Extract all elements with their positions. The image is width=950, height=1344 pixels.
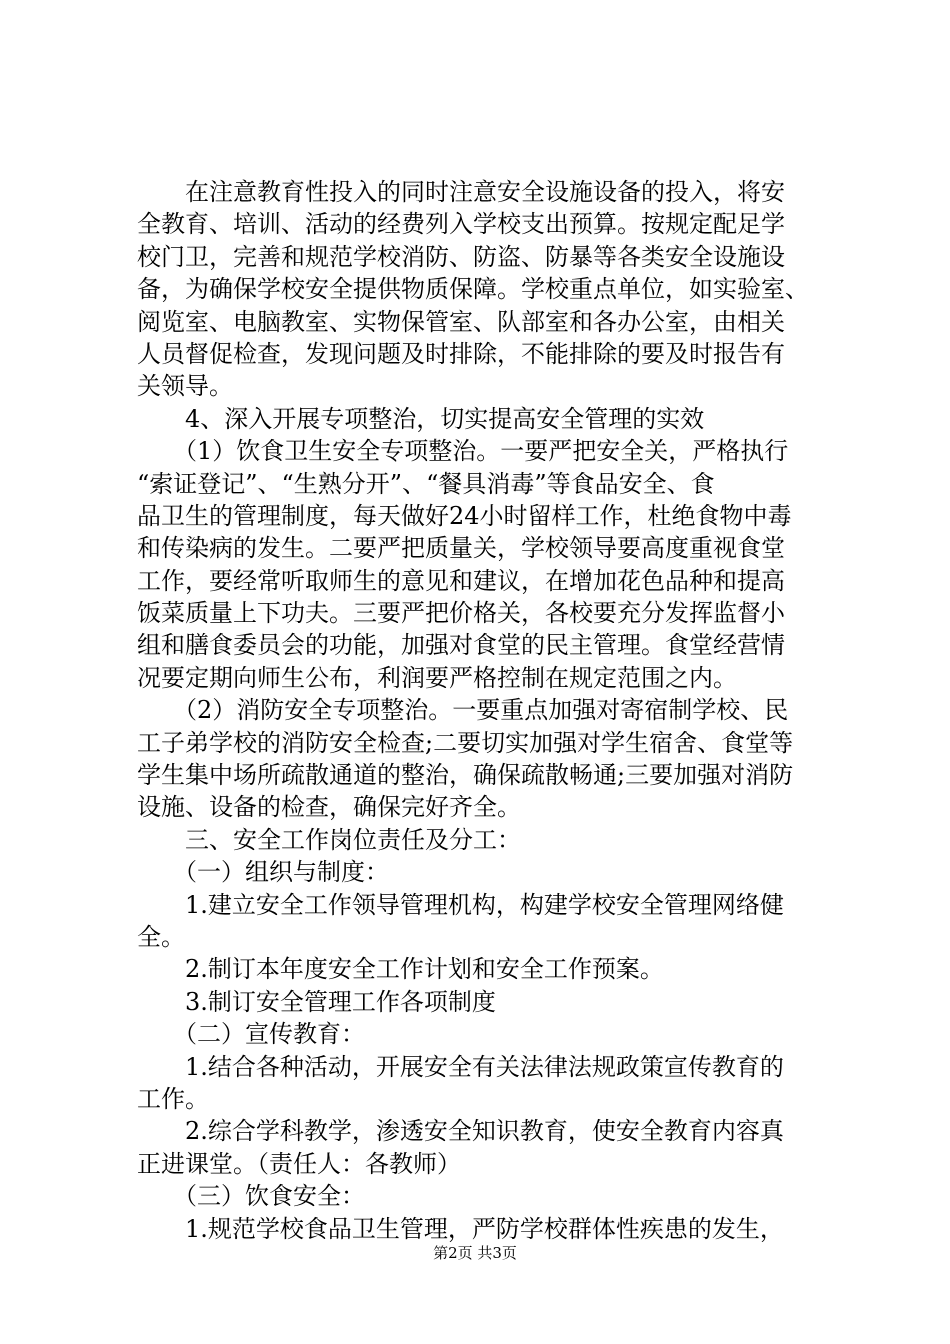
text-line: 阅览室、电脑教室、实物保管室、队部室和各办公室，由相关	[137, 307, 785, 336]
text-line: 和传染病的发生。二要严把质量关，学校领导要高度重视食堂	[137, 534, 785, 563]
text-line: 在注意教育性投入的同时注意安全设施设备的投入，将安	[137, 178, 785, 206]
text-line: 2.综合学科教学，渗透安全知识教育，使安全教育内容真	[137, 1117, 784, 1146]
text-line: 饭菜质量上下功夫。三要严把价格关，各校要充分发挥监督小	[137, 599, 785, 628]
text-line: 全。	[137, 922, 185, 951]
text-line: 1.规范学校食品卫生管理，严防学校群体性疾患的发生，	[137, 1214, 784, 1243]
text-line: 正进课堂。（责任人：各教师）	[137, 1149, 461, 1178]
text-line: 组和膳食委员会的功能，加强对食堂的民主管理。食堂经营情	[137, 631, 785, 660]
text-line: 三、安全工作岗位责任及分工：	[137, 825, 521, 854]
text-line: 品卫生的管理制度，每天做好24小时留样工作，杜绝食物中毒	[137, 501, 792, 530]
text-line: （1）饮食卫生安全专项整治。一要严把安全关，严格执行	[137, 437, 789, 466]
text-line: 学生集中场所疏散通道的整治，确保疏散畅通;三要加强对消防	[137, 761, 794, 790]
text-line: 工作。	[137, 1084, 209, 1113]
text-line: 1.建立安全工作领导管理机构，构建学校安全管理网络健	[137, 890, 784, 919]
text-line: 1.结合各种活动，开展安全有关法律法规政策宣传教育的	[137, 1052, 784, 1081]
text-line: 4、深入开展专项整治，切实提高安全管理的实效	[137, 404, 705, 433]
text-line: 人员督促检查，发现问题及时排除，不能排除的要及时报告有	[137, 339, 785, 368]
text-line: 工子弟学校的消防安全检查;二要切实加强对学生宿舍、食堂等	[137, 728, 794, 757]
text-line: （二）宣传教育：	[137, 1020, 365, 1049]
text-line: （2）消防安全专项整治。一要重点加强对寄宿制学校、民	[137, 696, 789, 725]
text-line: 备，为确保学校安全提供物质保障。学校重点单位，如实验室、	[137, 275, 809, 304]
text-line: 关领导。	[137, 372, 233, 401]
page-footer: 第2页 共3页	[433, 1244, 517, 1262]
text-line: 3.制订安全管理工作各项制度	[137, 987, 496, 1016]
text-line: （一）组织与制度：	[137, 858, 389, 887]
text-line: 设施、设备的检查，确保完好齐全。	[137, 793, 521, 822]
text-line: （三）饮食安全：	[137, 1182, 365, 1211]
text-line: “索证登记”、“生熟分开”、“餐具消毒”等食品安全、食	[137, 469, 715, 498]
text-line: 校门卫，完善和规范学校消防、防盗、防暴等各类安全设施设	[137, 242, 785, 271]
text-line: 全教育、培训、活动的经费列入学校支出预算。按规定配足学	[137, 210, 785, 239]
text-line: 工作，要经常听取师生的意见和建议，在增加花色品种和提高	[137, 566, 785, 595]
text-line: 况要定期向师生公布，利润要严格控制在规定范围之内。	[137, 663, 737, 692]
document-body	[137, 176, 837, 1245]
text-line: 2.制订本年度安全工作计划和安全工作预案。	[137, 955, 664, 984]
